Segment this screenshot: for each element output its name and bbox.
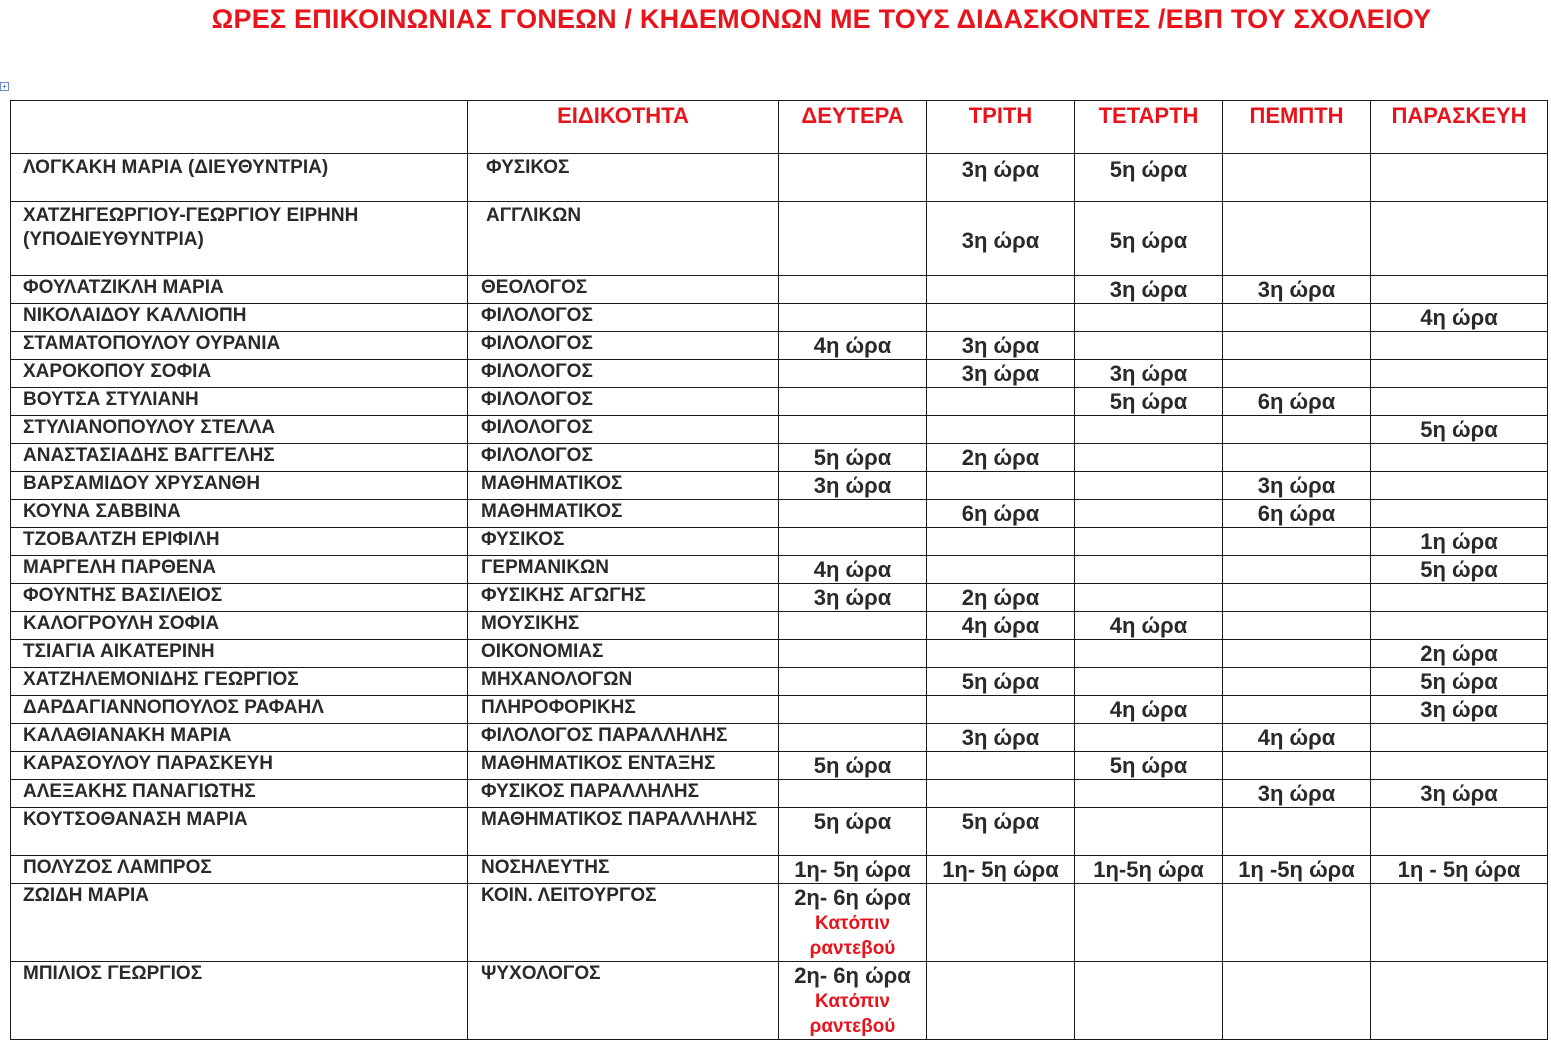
teacher-specialty: ΦΙΛΟΛΟΓΟΣ	[468, 388, 779, 416]
hour-cell-thursday	[1223, 154, 1371, 202]
teacher-specialty: ΦΥΣΙΚΟΣ	[468, 154, 779, 202]
hour-cell-tuesday	[927, 304, 1075, 332]
contact-hour: 6η ώρα	[1257, 389, 1336, 414]
hour-cell-friday	[1371, 962, 1548, 1040]
table-row	[11, 724, 1548, 752]
hour-cell-wednesday	[1075, 154, 1223, 202]
contact-hour: 2η ώρα	[961, 445, 1040, 470]
teacher-specialty: ΦΥΣΙΚΟΣ ΠΑΡΑΛΛΗΛΗΣ	[468, 780, 779, 808]
teacher-name: ΝΙΚΟΛΑΙΔΟΥ ΚΑΛΛΙΟΠΗ	[11, 304, 468, 332]
hour-cell-friday	[1371, 696, 1548, 724]
contact-hour: 3η ώρα	[1420, 697, 1498, 722]
teacher-name: ΦΟΥΛΑΤΖΙΚΛΗ ΜΑΡΙΑ	[11, 276, 468, 304]
table-row	[11, 360, 1548, 388]
hour-cell-wednesday	[1075, 884, 1223, 962]
teacher-name: ΤΖΟΒΑΛΤΖΗ ΕΡΙΦΙΛΗ	[11, 528, 468, 556]
header-thursday: ΠΕΜΠΤΗ	[1223, 101, 1371, 154]
contact-hour: 2η- 6η ώρα	[794, 963, 911, 988]
appointment-note: Κατόπιν ραντεβού	[809, 991, 896, 1037]
contact-hour: 4η ώρα	[813, 333, 892, 358]
hour-cell-friday	[1371, 332, 1548, 360]
hour-cell-friday	[1371, 500, 1548, 528]
hour-cell-wednesday	[1075, 360, 1223, 388]
teacher-name: ΤΣΙΑΓΙΑ ΑΙΚΑΤΕΡΙΝΗ	[11, 640, 468, 668]
hour-cell-tuesday	[927, 612, 1075, 640]
hour-cell-wednesday	[1075, 556, 1223, 584]
contact-hours-table	[10, 100, 1548, 1040]
hour-cell-tuesday	[927, 528, 1075, 556]
hour-cell-thursday	[1223, 444, 1371, 472]
hour-cell-wednesday	[1075, 612, 1223, 640]
hour-cell-wednesday	[1075, 416, 1223, 444]
teacher-specialty: ΓΕΡΜΑΝΙΚΩΝ	[468, 556, 779, 584]
contact-hour: 1η-5η ώρα	[1093, 857, 1204, 882]
header-monday: ΔΕΥΤΕΡΑ	[779, 101, 927, 154]
hour-cell-monday	[779, 332, 927, 360]
contact-hour: 2η ώρα	[961, 585, 1040, 610]
table-row	[11, 752, 1548, 780]
hour-cell-friday	[1371, 856, 1548, 884]
hour-cell-monday	[779, 202, 927, 276]
hour-cell-friday	[1371, 884, 1548, 962]
hour-cell-friday	[1371, 304, 1548, 332]
hour-cell-wednesday	[1075, 202, 1223, 276]
table-row	[11, 528, 1548, 556]
hour-cell-thursday	[1223, 962, 1371, 1040]
contact-hour: 3η ώρα	[813, 473, 892, 498]
hour-cell-thursday	[1223, 612, 1371, 640]
teacher-name: ΧΑΡΟΚΟΠΟΥ ΣΟΦΙΑ	[11, 360, 468, 388]
teacher-specialty: ΑΓΓΛΙΚΩΝ	[468, 202, 779, 276]
teacher-specialty: ΜΑΘΗΜΑΤΙΚΟΣ ΕΝΤΑΞΗΣ	[468, 752, 779, 780]
hour-cell-tuesday	[927, 780, 1075, 808]
hour-cell-tuesday	[927, 444, 1075, 472]
teacher-name: ΖΩΙΔΗ ΜΑΡΙΑ	[11, 884, 468, 962]
teacher-specialty: ΜΑΘΗΜΑΤΙΚΟΣ ΠΑΡΑΛΛΗΛΗΣ	[468, 808, 779, 856]
hour-cell-wednesday	[1075, 276, 1223, 304]
hour-cell-tuesday	[927, 584, 1075, 612]
hour-cell-tuesday	[927, 724, 1075, 752]
contact-hour: 3η ώρα	[961, 228, 1040, 253]
hour-cell-wednesday	[1075, 780, 1223, 808]
hour-cell-friday	[1371, 724, 1548, 752]
teacher-specialty: ΦΙΛΟΛΟΓΟΣ ΠΑΡΑΛΛΗΛΗΣ	[468, 724, 779, 752]
contact-hour: 3η ώρα	[1109, 277, 1188, 302]
contact-hour: 3η ώρα	[1420, 781, 1498, 806]
teacher-specialty: ΚΟΙΝ. ΛΕΙΤΟΥΡΓΟΣ	[468, 884, 779, 962]
hour-cell-thursday	[1223, 528, 1371, 556]
hour-cell-monday	[779, 780, 927, 808]
contact-hour: 6η ώρα	[1257, 501, 1336, 526]
hour-cell-monday	[779, 640, 927, 668]
teacher-specialty: ΠΛΗΡΟΦΟΡΙΚΗΣ	[468, 696, 779, 724]
teacher-name: ΑΛΕΞΑΚΗΣ ΠΑΝΑΓΙΩΤΗΣ	[11, 780, 468, 808]
page-title: ΩΡΕΣ ΕΠΙΚΟΙΝΩΝΙΑΣ ΓΟΝΕΩΝ / ΚΗΔΕΜΟΝΩΝ ΜΕ ΤΟΥΣ ΔΙΔΑΣΚΟΝΤΕΣ /ΕΒΠ ΤΟΥ ΣΧΟΛΕΙΟΥ	[211, 4, 1432, 34]
table-row	[11, 332, 1548, 360]
hour-cell-monday	[779, 612, 927, 640]
contact-hour: 4η ώρα	[813, 557, 892, 582]
teacher-name: ΒΑΡΣΑΜΙΔΟΥ ΧΡΥΣΑΝΘΗ	[11, 472, 468, 500]
hour-cell-thursday	[1223, 416, 1371, 444]
teacher-name: ΠΟΛΥΖΟΣ ΛΑΜΠΡΟΣ	[11, 856, 468, 884]
hour-cell-thursday	[1223, 388, 1371, 416]
hour-cell-thursday	[1223, 584, 1371, 612]
teacher-name: ΑΝΑΣΤΑΣΙΑΔΗΣ ΒΑΓΓΕΛΗΣ	[11, 444, 468, 472]
hour-cell-thursday	[1223, 780, 1371, 808]
table-row	[11, 780, 1548, 808]
hour-cell-tuesday	[927, 332, 1075, 360]
hour-cell-friday	[1371, 584, 1548, 612]
teacher-specialty: ΦΙΛΟΛΟΓΟΣ	[468, 304, 779, 332]
teacher-specialty: ΜΟΥΣΙΚΗΣ	[468, 612, 779, 640]
hour-cell-tuesday	[927, 360, 1075, 388]
contact-hour: 3η ώρα	[961, 333, 1040, 358]
table-row	[11, 696, 1548, 724]
teacher-name: ΒΟΥΤΣΑ ΣΤΥΛΙΑΝΗ	[11, 388, 468, 416]
contact-hour: 2η- 6η ώρα	[794, 885, 911, 910]
hour-cell-monday	[779, 808, 927, 856]
hour-cell-monday	[779, 752, 927, 780]
hour-cell-thursday	[1223, 332, 1371, 360]
table-row	[11, 556, 1548, 584]
hour-cell-friday	[1371, 472, 1548, 500]
hour-cell-tuesday	[927, 962, 1075, 1040]
contact-hour: 5η ώρα	[1420, 557, 1498, 582]
hour-cell-thursday	[1223, 500, 1371, 528]
hour-cell-friday	[1371, 780, 1548, 808]
teacher-name: ΛΟΓΚΑΚΗ ΜΑΡΙΑ (ΔΙΕΥΘΥΝΤΡΙΑ)	[11, 154, 468, 202]
table-row	[11, 154, 1548, 202]
hour-cell-monday	[779, 528, 927, 556]
teacher-specialty: ΜΑΘΗΜΑΤΙΚΟΣ	[468, 500, 779, 528]
table-row	[11, 808, 1548, 856]
contact-hour: 3η ώρα	[1257, 277, 1336, 302]
table-row	[11, 472, 1548, 500]
hour-cell-tuesday	[927, 884, 1075, 962]
contact-hour: 1η ώρα	[1420, 529, 1498, 554]
hour-cell-friday	[1371, 444, 1548, 472]
contact-hour: 5η ώρα	[813, 809, 892, 834]
table-row	[11, 500, 1548, 528]
teacher-specialty: ΝΟΣΗΛΕΥΤΗΣ	[468, 856, 779, 884]
hour-cell-thursday	[1223, 724, 1371, 752]
contact-hour: 5η ώρα	[1109, 228, 1188, 253]
teacher-specialty: ΦΙΛΟΛΟΓΟΣ	[468, 444, 779, 472]
teacher-name: ΚΑΛΑΘΙΑΝΑΚΗ ΜΑΡΙΑ	[11, 724, 468, 752]
teacher-specialty: ΜΑΘΗΜΑΤΙΚΟΣ	[468, 472, 779, 500]
table-header-row	[11, 101, 1548, 154]
hour-cell-wednesday	[1075, 528, 1223, 556]
hour-cell-wednesday	[1075, 500, 1223, 528]
hour-cell-friday	[1371, 752, 1548, 780]
hour-cell-monday	[779, 388, 927, 416]
contact-hour: 3η ώρα	[961, 361, 1040, 386]
hour-cell-monday	[779, 556, 927, 584]
header-name	[11, 101, 468, 154]
contact-hour: 3η ώρα	[1257, 473, 1336, 498]
hour-cell-friday	[1371, 202, 1548, 276]
teacher-name: ΜΑΡΓΕΛΗ ΠΑΡΘΕΝΑ	[11, 556, 468, 584]
hour-cell-tuesday	[927, 202, 1075, 276]
hour-cell-friday	[1371, 668, 1548, 696]
hour-cell-tuesday	[927, 856, 1075, 884]
hour-cell-wednesday	[1075, 752, 1223, 780]
contact-hour: 4η ώρα	[1257, 725, 1336, 750]
hour-cell-wednesday	[1075, 304, 1223, 332]
contact-hour: 1η - 5η ώρα	[1397, 857, 1521, 882]
teacher-name: ΣΤΑΜΑΤΟΠΟΥΛΟΥ ΟΥΡΑΝΙΑ	[11, 332, 468, 360]
contact-hour: 1η- 5η ώρα	[794, 857, 911, 882]
hour-cell-tuesday	[927, 640, 1075, 668]
hour-cell-thursday	[1223, 884, 1371, 962]
table-row	[11, 856, 1548, 884]
hour-cell-monday	[779, 360, 927, 388]
hour-cell-thursday	[1223, 276, 1371, 304]
hour-cell-monday	[779, 584, 927, 612]
hour-cell-friday	[1371, 276, 1548, 304]
table-row	[11, 668, 1548, 696]
teacher-specialty: ΦΙΛΟΛΟΓΟΣ	[468, 416, 779, 444]
contact-hour: 5η ώρα	[961, 669, 1040, 694]
teacher-name: ΔΑΡΔΑΓΙΑΝΝΟΠΟΥΛΟΣ ΡΑΦΑΗΛ	[11, 696, 468, 724]
teacher-specialty: ΜΗΧΑΝΟΛΟΓΩΝ	[468, 668, 779, 696]
hour-cell-monday	[779, 416, 927, 444]
hour-cell-thursday	[1223, 202, 1371, 276]
hour-cell-tuesday	[927, 668, 1075, 696]
table-row	[11, 962, 1548, 1040]
teacher-name: ΜΠΙΛΙΟΣ ΓΕΩΡΓΙΟΣ	[11, 962, 468, 1040]
hour-cell-thursday	[1223, 856, 1371, 884]
hour-cell-wednesday	[1075, 584, 1223, 612]
contact-hour: 5η ώρα	[813, 445, 892, 470]
contact-hour: 5η ώρα	[1109, 389, 1188, 414]
teacher-name: ΚΟΥΝΑ ΣΑΒΒΙΝΑ	[11, 500, 468, 528]
table-row	[11, 304, 1548, 332]
table-row	[11, 884, 1548, 962]
teacher-name: ΣΤΥΛΙΑΝΟΠΟΥΛΟΥ ΣΤΕΛΛΑ	[11, 416, 468, 444]
teacher-name: ΚΑΡΑΣΟΥΛΟΥ ΠΑΡΑΣΚΕΥΗ	[11, 752, 468, 780]
table-row	[11, 202, 1548, 276]
teacher-specialty: ΨΥΧΟΛΟΓΟΣ	[468, 962, 779, 1040]
header-friday: ΠΑΡΑΣΚΕΥΗ	[1371, 101, 1548, 154]
table-row	[11, 388, 1548, 416]
teacher-name: ΚΟΥΤΣΟΘΑΝΑΣΗ ΜΑΡΙΑ	[11, 808, 468, 856]
contact-hour: 4η ώρα	[961, 613, 1040, 638]
teacher-specialty: ΟΙΚΟΝΟΜΙΑΣ	[468, 640, 779, 668]
hour-cell-tuesday	[927, 752, 1075, 780]
hour-cell-thursday	[1223, 472, 1371, 500]
teacher-name: ΚΑΛΟΓΡΟΥΛΗ ΣΟΦΙΑ	[11, 612, 468, 640]
hour-cell-friday	[1371, 808, 1548, 856]
contact-hour: 4η ώρα	[1420, 305, 1498, 330]
hour-cell-wednesday	[1075, 696, 1223, 724]
contact-hour: 6η ώρα	[961, 501, 1040, 526]
contact-hour: 5η ώρα	[813, 753, 892, 778]
hour-cell-monday	[779, 668, 927, 696]
contact-hour: 4η ώρα	[1109, 613, 1188, 638]
hour-cell-friday	[1371, 528, 1548, 556]
hour-cell-tuesday	[927, 556, 1075, 584]
hour-cell-wednesday	[1075, 332, 1223, 360]
teacher-name: ΧΑΤΖΗΓΕΩΡΓΙΟΥ-ΓΕΩΡΓΙΟΥ ΕΙΡΗΝΗ (ΥΠΟΔΙΕΥΘΥΝΤΡΙΑ)	[11, 202, 468, 276]
hour-cell-wednesday	[1075, 472, 1223, 500]
contact-hour: 5η ώρα	[1420, 669, 1498, 694]
hour-cell-friday	[1371, 388, 1548, 416]
teacher-specialty: ΘΕΟΛΟΓΟΣ	[468, 276, 779, 304]
hour-cell-friday	[1371, 612, 1548, 640]
hour-cell-wednesday	[1075, 808, 1223, 856]
hour-cell-thursday	[1223, 556, 1371, 584]
table-row	[11, 640, 1548, 668]
teacher-specialty: ΦΥΣΙΚΗΣ ΑΓΩΓΗΣ	[468, 584, 779, 612]
header-wednesday: ΤΕΤΑΡΤΗ	[1075, 101, 1223, 154]
hour-cell-monday	[779, 154, 927, 202]
hour-cell-monday	[779, 962, 927, 1040]
hour-cell-monday	[779, 472, 927, 500]
table-row	[11, 612, 1548, 640]
hour-cell-wednesday	[1075, 962, 1223, 1040]
contact-hour: 5η ώρα	[1109, 753, 1188, 778]
hour-cell-friday	[1371, 556, 1548, 584]
table-row	[11, 584, 1548, 612]
hour-cell-tuesday	[927, 472, 1075, 500]
header-tuesday: ΤΡΙΤΗ	[927, 101, 1075, 154]
contact-hour: 5η ώρα	[1109, 157, 1188, 182]
hour-cell-thursday	[1223, 640, 1371, 668]
hour-cell-monday	[779, 884, 927, 962]
hour-cell-friday	[1371, 360, 1548, 388]
teacher-name: ΧΑΤΖΗΛΕΜΟΝΙΔΗΣ ΓΕΩΡΓΙΟΣ	[11, 668, 468, 696]
header-specialty: ΕΙΔΙΚΟΤΗΤΑ	[468, 101, 779, 154]
hour-cell-tuesday	[927, 416, 1075, 444]
contact-hour: 3η ώρα	[961, 725, 1040, 750]
appointment-note: Κατόπιν ραντεβού	[809, 913, 896, 959]
table-row	[11, 276, 1548, 304]
hour-cell-wednesday	[1075, 856, 1223, 884]
hour-cell-wednesday	[1075, 668, 1223, 696]
teacher-name: ΦΟΥΝΤΗΣ ΒΑΣΙΛΕΙΟΣ	[11, 584, 468, 612]
contact-hour: 1η -5η ώρα	[1238, 857, 1355, 882]
hour-cell-thursday	[1223, 696, 1371, 724]
hour-cell-monday	[779, 444, 927, 472]
teacher-specialty: ΦΙΛΟΛΟΓΟΣ	[468, 332, 779, 360]
hour-cell-wednesday	[1075, 640, 1223, 668]
contact-hour: 1η- 5η ώρα	[942, 857, 1059, 882]
contact-hour: 4η ώρα	[1109, 697, 1188, 722]
hour-cell-wednesday	[1075, 388, 1223, 416]
hour-cell-monday	[779, 856, 927, 884]
hour-cell-thursday	[1223, 668, 1371, 696]
hour-cell-monday	[779, 304, 927, 332]
hour-cell-monday	[779, 696, 927, 724]
contact-hour: 2η ώρα	[1420, 641, 1498, 666]
hour-cell-wednesday	[1075, 724, 1223, 752]
hour-cell-thursday	[1223, 752, 1371, 780]
hour-cell-thursday	[1223, 360, 1371, 388]
contact-hour: 3η ώρα	[813, 585, 892, 610]
teacher-specialty: ΦΙΛΟΛΟΓΟΣ	[468, 360, 779, 388]
hour-cell-wednesday	[1075, 444, 1223, 472]
hour-cell-tuesday	[927, 808, 1075, 856]
hour-cell-tuesday	[927, 696, 1075, 724]
hour-cell-thursday	[1223, 808, 1371, 856]
hour-cell-tuesday	[927, 500, 1075, 528]
hour-cell-tuesday	[927, 154, 1075, 202]
contact-hour: 3η ώρα	[1257, 781, 1336, 806]
contact-hour: 5η ώρα	[1420, 417, 1498, 442]
teacher-specialty: ΦΥΣΙΚΟΣ	[468, 528, 779, 556]
hour-cell-tuesday	[927, 388, 1075, 416]
table-row	[11, 416, 1548, 444]
contact-hour: 3η ώρα	[1109, 361, 1188, 386]
contact-hour: 5η ώρα	[961, 809, 1040, 834]
hour-cell-friday	[1371, 416, 1548, 444]
hour-cell-monday	[779, 500, 927, 528]
contact-hour: 3η ώρα	[961, 157, 1040, 182]
table-row	[11, 444, 1548, 472]
hour-cell-monday	[779, 724, 927, 752]
hour-cell-thursday	[1223, 304, 1371, 332]
hour-cell-tuesday	[927, 276, 1075, 304]
hour-cell-monday	[779, 276, 927, 304]
table-move-handle-icon[interactable]: +	[0, 82, 9, 91]
hour-cell-friday	[1371, 154, 1548, 202]
hour-cell-friday	[1371, 640, 1548, 668]
